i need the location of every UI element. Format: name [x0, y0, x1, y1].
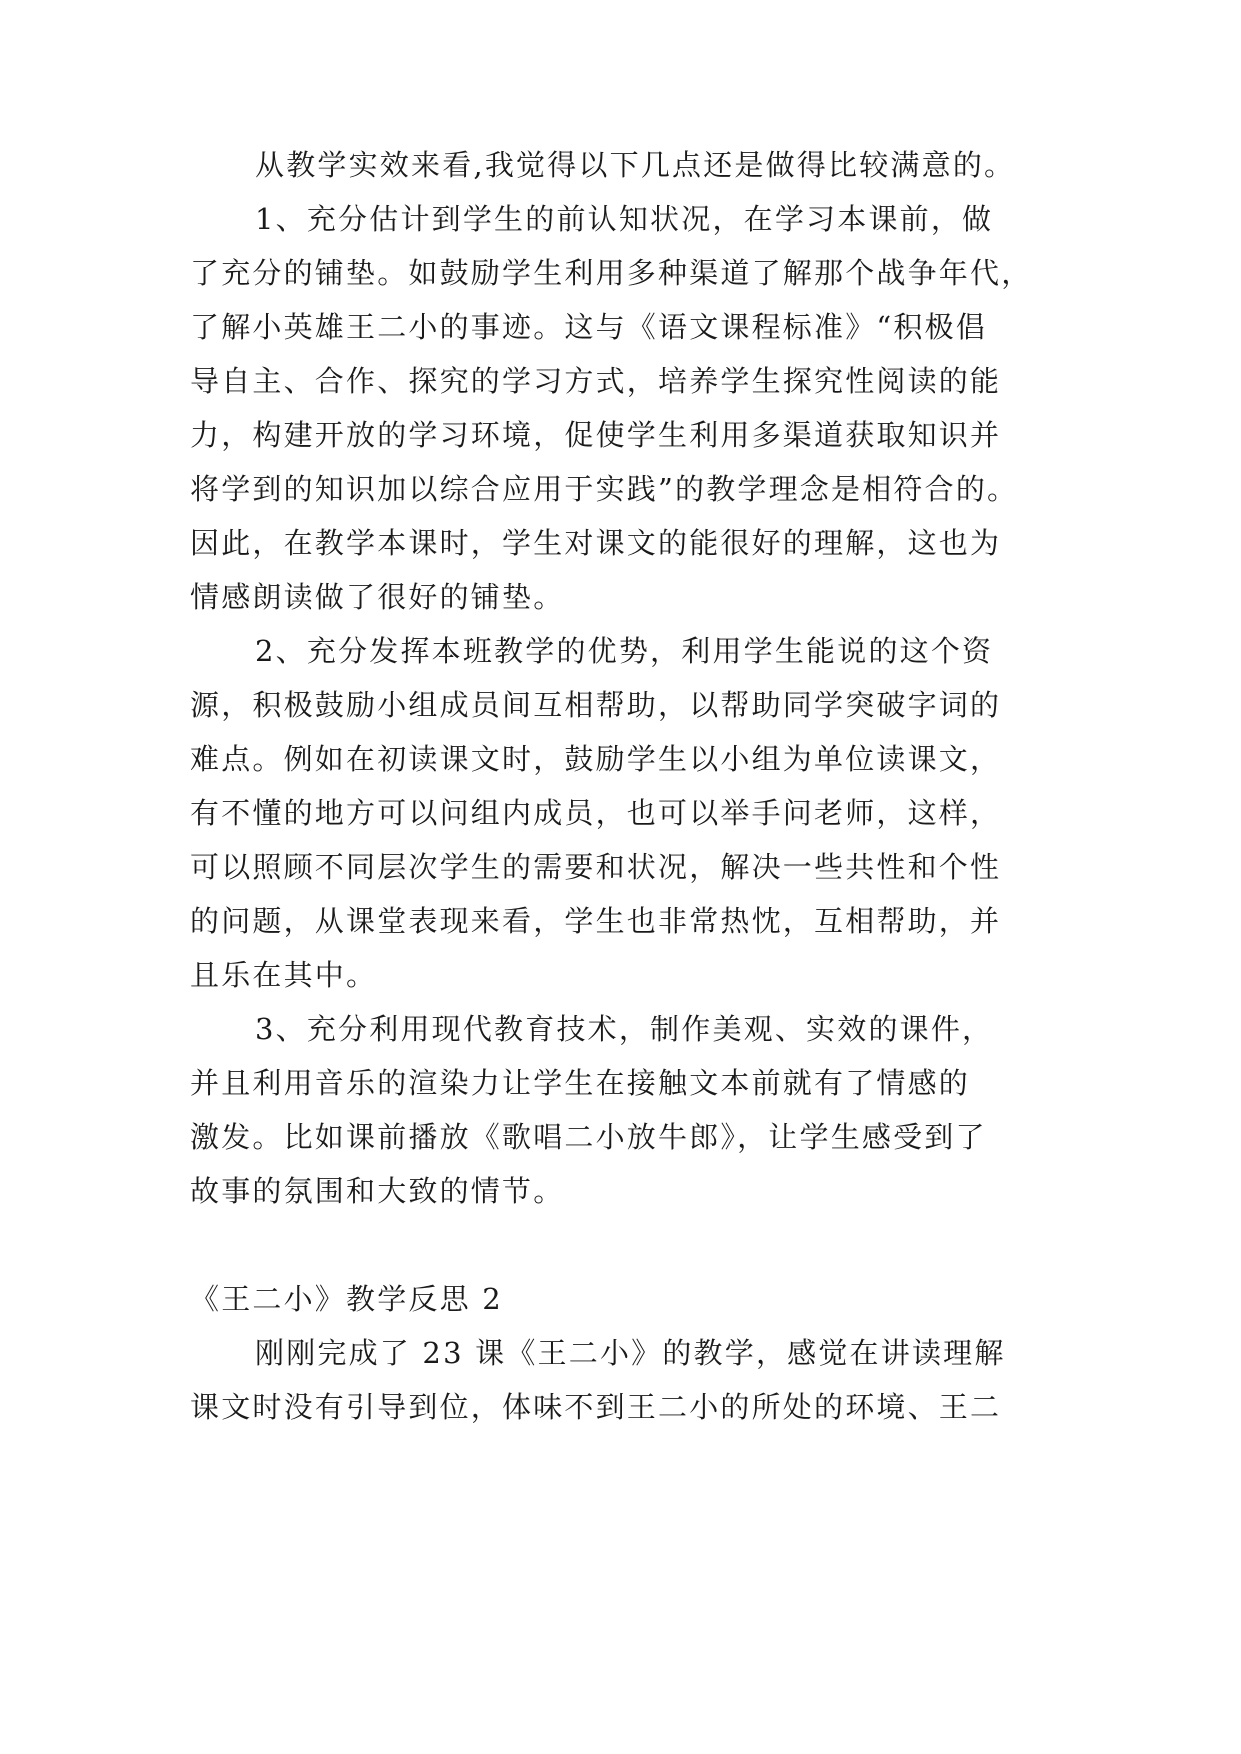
- paragraph-3-line-2: 源，积极鼓励小组成员间互相帮助，以帮助同学突破字词的: [190, 688, 1002, 722]
- paragraph-3-line-5: 可以照顾不同层次学生的需要和状况，解决一些共性和个性: [190, 850, 1002, 884]
- paragraph-2-line-4: 导自主、合作、探究的学习方式，培养学生探究性阅读的能: [190, 364, 1002, 398]
- paragraph-3-line-4: 有不懂的地方可以问组内成员，也可以举手问老师，这样，: [190, 796, 1002, 830]
- paragraph-4-line-1: 3、充分利用现代教育技术，制作美观、实效的课件，: [255, 1012, 994, 1046]
- paragraph-2-line-2: 了充分的铺垫。如鼓励学生利用多种渠道了解那个战争年代，: [190, 256, 1033, 290]
- paragraph-3-line-7: 且乐在其中。: [190, 958, 378, 992]
- section-paragraph-1-line-1: 刚刚完成了 23 课《王二小》的教学，感觉在讲读理解: [255, 1336, 1006, 1370]
- paragraph-4-line-2: 并且利用音乐的渲染力让学生在接触文本前就有了情感的: [190, 1066, 971, 1100]
- paragraph-3-line-1: 2、充分发挥本班教学的优势，利用学生能说的这个资: [255, 634, 994, 668]
- paragraph-2-line-3: 了解小英雄王二小的事迹。这与《语文课程标准》“积极倡: [190, 310, 988, 344]
- paragraph-4-line-4: 故事的氛围和大致的情节。: [190, 1174, 565, 1208]
- section-paragraph-1-line-2: 课文时没有引导到位，体味不到王二小的所处的环境、王二: [190, 1390, 1002, 1424]
- paragraph-2-line-5: 力，构建开放的学习环境，促使学生利用多渠道获取知识并: [190, 418, 1002, 452]
- paragraph-2-line-1: 1、充分估计到学生的前认知状况，在学习本课前，做: [255, 202, 994, 236]
- section-title: 《王二小》教学反思 2: [190, 1282, 503, 1316]
- paragraph-2-line-6: 将学到的知识加以综合应用于实践”的教学理念是相符合的。: [190, 472, 1019, 506]
- paragraph-1-line-1: 从教学实效来看,我觉得以下几点还是做得比较满意的。: [255, 148, 1016, 182]
- paragraph-3-line-6: 的问题，从课堂表现来看，学生也非常热忱，互相帮助，并: [190, 904, 1002, 938]
- paragraph-3-line-3: 难点。例如在初读课文时，鼓励学生以小组为单位读课文，: [190, 742, 1002, 776]
- paragraph-2-line-8: 情感朗读做了很好的铺垫。: [190, 580, 565, 614]
- paragraph-4-line-3: 激发。比如课前播放《歌唱二小放牛郎》，让学生感受到了: [190, 1120, 987, 1154]
- paragraph-2-line-7: 因此，在教学本课时，学生对课文的能很好的理解，这也为: [190, 526, 1002, 560]
